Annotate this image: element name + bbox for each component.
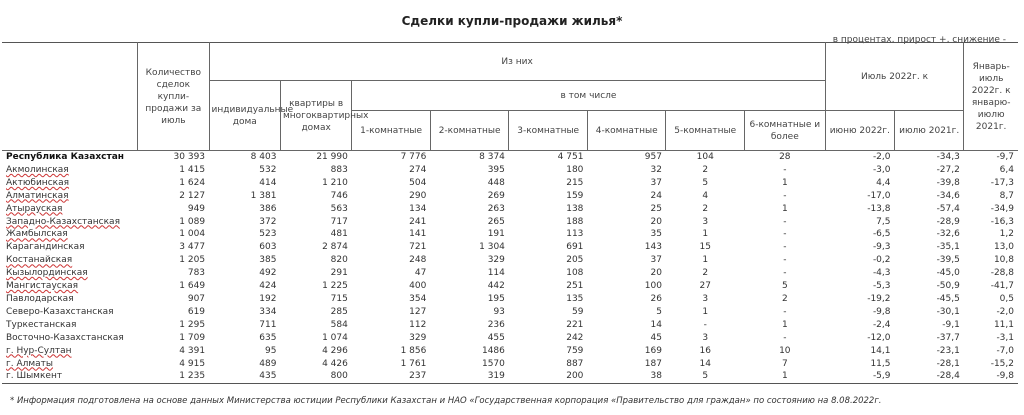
cell-apts: 746 <box>330 190 348 201</box>
rooms-4-header: 4-комнатные <box>587 111 666 151</box>
july2022-to-header: Июль 2022г. к <box>825 43 964 111</box>
cell-apts: 820 <box>330 255 348 266</box>
cell-r4: 35 <box>650 229 662 240</box>
cell-r3: 759 <box>566 345 584 356</box>
table-row <box>2 177 1018 190</box>
cell-total: 1 235 <box>138 370 209 383</box>
cell-r3: 4 751 <box>557 152 584 162</box>
cell-june: -5,3 <box>872 281 891 292</box>
cell-janjul: -9,7 <box>996 152 1014 162</box>
region-name <box>2 241 138 254</box>
region-label: Северо-Казахстанская <box>6 306 114 317</box>
cell-apts: 285 <box>330 306 348 317</box>
cell-houses: 635 <box>259 332 277 343</box>
cell-r3: 215 <box>566 177 584 188</box>
rooms-5-header: 5-комнатные <box>666 111 745 151</box>
cell-r1: 134 <box>409 203 427 214</box>
cell-apts: 563 <box>330 203 348 214</box>
cell-apts: 715 <box>330 293 348 304</box>
cell-july21: -37,7 <box>936 332 960 343</box>
cell-r6: 28 <box>779 152 791 162</box>
cell-r5: 4 <box>702 190 709 201</box>
cell-r3: 188 <box>566 216 584 227</box>
rooms-2-header: 2-комнатные <box>430 111 509 151</box>
cell-r4: 26 <box>650 293 662 304</box>
cell-july21: -28,1 <box>936 358 960 369</box>
table-row <box>2 280 1018 293</box>
cell-total: 1 649 <box>179 281 206 292</box>
individual-houses-header: индивидуальные дома <box>209 81 280 151</box>
cell-janjul: -34,9 <box>990 203 1014 214</box>
cell-june: 14,1 <box>870 345 891 356</box>
cell-houses: 95 <box>264 345 277 356</box>
region-label: Павлодарская <box>6 293 74 304</box>
cell-r3: 108 <box>566 268 584 279</box>
cell-r1: 1 856 <box>400 345 427 356</box>
cell-r2: 329 <box>487 255 505 266</box>
to-july-2021-header: июлю 2021г. <box>895 111 964 151</box>
cell-houses: 489 <box>259 358 277 369</box>
region-name <box>2 293 138 306</box>
cell-total: 30 393 <box>173 152 206 162</box>
cell-r4: 32 <box>650 164 662 175</box>
cell-r6: 5 <box>781 281 788 292</box>
cell-r5: 1 <box>702 255 709 266</box>
region-label: Кызылординская <box>6 268 88 279</box>
cell-r6: - <box>783 229 787 240</box>
region-label: г. Шымкент <box>6 371 63 382</box>
cell-r1: 274 <box>409 164 427 175</box>
cell-july21: -35,1 <box>936 242 960 253</box>
cell-janjul: -15,2 <box>990 358 1014 369</box>
cell-r2: 195 <box>487 293 505 304</box>
cell-apts: 291 <box>330 268 348 279</box>
region-label: Восточно-Казахстанская <box>6 332 124 343</box>
region-label: Карагандинская <box>6 242 85 253</box>
region-label: Мангистауская <box>6 281 79 292</box>
region-label: Республика Казахстан <box>6 152 124 162</box>
cell-apts: 1 074 <box>322 332 348 343</box>
cell-june: -13,8 <box>867 203 891 214</box>
region-name <box>2 151 138 164</box>
cell-r6: 1 <box>744 370 825 383</box>
cell-r3: 135 <box>566 293 584 304</box>
cell-r4: 169 <box>644 345 662 356</box>
cell-june: -9,8 <box>872 306 891 317</box>
cell-r1: 504 <box>409 177 427 188</box>
region-label: Атырауская <box>6 203 63 214</box>
cell-r4: 20 <box>650 216 662 227</box>
table-row <box>2 241 1018 254</box>
cell-r4: 24 <box>650 190 662 201</box>
cell-r5: 2 <box>702 164 709 175</box>
cell-r5: 15 <box>699 242 711 253</box>
cell-apts: 1 210 <box>322 177 348 188</box>
region-name <box>2 216 138 229</box>
cell-houses: 334 <box>259 306 277 317</box>
cell-r5: 14 <box>699 358 711 369</box>
cell-total: 1 295 <box>179 319 206 330</box>
table-row <box>2 319 1018 332</box>
cell-r2: 1486 <box>481 345 505 356</box>
cell-july21: -45,0 <box>936 268 960 279</box>
cell-apts: 4 296 <box>322 345 348 356</box>
cell-june: 7,5 <box>876 216 891 227</box>
cell-r1: 290 <box>409 190 427 201</box>
cell-june: -0,2 <box>872 255 891 266</box>
cell-r6: 7 <box>781 358 788 369</box>
cell-janjul: 10,8 <box>993 255 1014 266</box>
cell-r6: 10 <box>779 345 791 356</box>
cell-june: -19,2 <box>867 293 891 304</box>
cell-r6: - <box>783 268 787 279</box>
cell-r4: 100 <box>644 281 662 292</box>
cell-july21: -39,8 <box>936 177 960 188</box>
cell-r4: 957 <box>644 152 662 162</box>
cell-r1: 127 <box>409 306 427 317</box>
cell-r2: 93 <box>493 306 505 317</box>
cell-r3: 691 <box>566 242 584 253</box>
cell-apts: 481 <box>330 229 348 240</box>
cell-july21: -9,1 <box>942 319 960 330</box>
cell-july21: -39,5 <box>936 255 960 266</box>
cell-houses: 603 <box>259 242 277 253</box>
region-name <box>2 358 138 371</box>
table-row <box>2 358 1018 371</box>
of-which-header: Из них <box>209 43 825 81</box>
cell-july21: -30,1 <box>936 306 960 317</box>
cell-r2: 114 <box>487 268 505 279</box>
cell-july21: -27,2 <box>936 164 960 175</box>
cell-total: 4 915 <box>179 358 206 369</box>
cell-r6: - <box>783 255 787 266</box>
cell-june: -9,3 <box>872 242 891 253</box>
cell-r2: 265 <box>487 216 505 227</box>
cell-houses: 424 <box>259 281 277 292</box>
cell-janjul: -2,0 <box>996 306 1014 317</box>
cell-r3: 205 <box>566 255 584 266</box>
cell-r6: - <box>783 332 787 343</box>
cell-july21: -23,1 <box>936 345 960 356</box>
cell-total: 2 127 <box>179 190 206 201</box>
cell-r5: - <box>703 319 707 330</box>
region-name <box>2 280 138 293</box>
cell-total: 783 <box>187 268 206 279</box>
cell-total: 1 205 <box>179 255 206 266</box>
cell-june: -6,5 <box>872 229 891 240</box>
cell-june: 4,4 <box>876 177 891 188</box>
table-row <box>2 216 1018 229</box>
cell-july21: -34,3 <box>936 152 960 162</box>
cell-janjul: -41,7 <box>990 281 1014 292</box>
cell-r5: 5 <box>666 370 745 383</box>
region-name <box>2 332 138 345</box>
cell-total: 1 415 <box>179 164 206 175</box>
cell-apts: 1 225 <box>322 281 348 292</box>
cell-janjul: 11,1 <box>993 319 1014 330</box>
cell-r1: 400 <box>409 281 427 292</box>
cell-r4: 187 <box>644 358 662 369</box>
cell-houses: 1 381 <box>250 190 277 201</box>
table-row <box>2 267 1018 280</box>
cell-total: 4 391 <box>179 345 206 356</box>
cell-r2: 1570 <box>481 358 505 369</box>
cell-june: -17,0 <box>867 190 891 201</box>
cell-apts: 883 <box>330 164 348 175</box>
cell-r1: 1 761 <box>400 358 427 369</box>
units-note: в процентах, прирост +, снижение - <box>832 35 1006 45</box>
region-name <box>2 190 138 203</box>
cell-r5: 1 <box>702 306 709 317</box>
cell-july21: -45,5 <box>936 293 960 304</box>
cell-r5: 2 <box>702 268 709 279</box>
cell-r2: 8 374 <box>479 152 505 162</box>
table-row <box>2 293 1018 306</box>
cell-r5: 3 <box>702 293 709 304</box>
table-row <box>2 203 1018 216</box>
table-row <box>2 228 1018 241</box>
region-name <box>2 319 138 332</box>
cell-r4: 14 <box>650 319 662 330</box>
cell-r3: 200 <box>509 370 588 383</box>
region-name <box>2 306 138 319</box>
cell-janjul: -28,8 <box>990 268 1014 279</box>
cell-june: -2,0 <box>872 152 891 162</box>
cell-apts: 21 990 <box>316 152 348 162</box>
cell-houses: 711 <box>259 319 277 330</box>
cell-total: 1 624 <box>179 177 206 188</box>
cell-r2: 269 <box>487 190 505 201</box>
cell-july21: -50,9 <box>936 281 960 292</box>
table-row <box>2 164 1018 177</box>
to-june-2022-header: июню 2022г. <box>825 111 894 151</box>
cell-r5: 27 <box>699 281 711 292</box>
apartments-header: квартиры в многоквартирных домах <box>280 81 351 151</box>
cell-r2: 442 <box>487 281 505 292</box>
region-label: Алматинская <box>6 190 69 201</box>
region-name <box>2 177 138 190</box>
cell-r4: 37 <box>650 177 662 188</box>
table-row <box>2 254 1018 267</box>
region-name <box>2 370 138 383</box>
cell-r2: 448 <box>487 177 505 188</box>
total-deals-header: Количество сделок купли-продажи за июль <box>138 43 209 151</box>
region-name <box>2 203 138 216</box>
cell-r5: 3 <box>702 332 709 343</box>
cell-r4: 38 <box>587 370 666 383</box>
table-row <box>2 370 1018 383</box>
cell-apts: 800 <box>280 370 351 383</box>
cell-total: 1 709 <box>179 332 206 343</box>
cell-houses: 192 <box>259 293 277 304</box>
rooms-1-header: 1-комнатные <box>352 111 431 151</box>
cell-r6: - <box>783 164 787 175</box>
rooms-3-header: 3-комнатные <box>509 111 588 151</box>
cell-r1: 7 776 <box>400 152 427 162</box>
table-row <box>2 332 1018 345</box>
cell-july21: -57,4 <box>936 203 960 214</box>
housing-deals-table <box>2 42 1018 384</box>
cell-houses: 372 <box>259 216 277 227</box>
cell-june: -12,0 <box>867 332 891 343</box>
cell-total: 1 004 <box>179 229 206 240</box>
cell-apts: 2 874 <box>322 242 348 253</box>
cell-r1: 721 <box>409 242 427 253</box>
cell-r2: 455 <box>487 332 505 343</box>
cell-june: -2,4 <box>872 319 891 330</box>
cell-r5: 1 <box>702 229 709 240</box>
cell-r6: - <box>783 216 787 227</box>
region-label: Жамбылская <box>6 229 68 240</box>
cell-r3: 159 <box>566 190 584 201</box>
cell-total: 3 477 <box>179 242 206 253</box>
region-label: г. Алматы <box>6 358 54 369</box>
cell-r3: 138 <box>566 203 584 214</box>
footnote: * Информация подготовлена на основе данных Министерства юстиции Республики Казахстан и НАО «Государственная корпорация «Правительство для граждан» по состоянию на 8.08.2022г. <box>10 396 882 406</box>
cell-r5: 2 <box>702 203 709 214</box>
region-name <box>2 267 138 280</box>
cell-apts: 584 <box>330 319 348 330</box>
cell-janjul: 8,7 <box>999 190 1014 201</box>
table-row <box>2 190 1018 203</box>
cell-r1: 354 <box>409 293 427 304</box>
table-row <box>2 345 1018 358</box>
jan-jul-header: Январь-июль 2022г. к январю-июлю 2021г. <box>964 43 1018 151</box>
cell-r3: 113 <box>566 229 584 240</box>
cell-houses: 523 <box>259 229 277 240</box>
region-label: Актюбинская <box>6 177 70 188</box>
rooms-6plus-header: 6-комнатные и более <box>744 111 825 151</box>
cell-r5: 5 <box>702 177 709 188</box>
page-title: Сделки купли-продажи жилья* <box>401 14 623 28</box>
cell-r1: 47 <box>414 268 427 279</box>
cell-r6: - <box>783 306 787 317</box>
table-row <box>2 306 1018 319</box>
cell-janjul: -9,8 <box>964 370 1018 383</box>
cell-july21: -28,9 <box>936 216 960 227</box>
region-name <box>2 228 138 241</box>
cell-houses: 386 <box>259 203 277 214</box>
cell-r2: 1 304 <box>479 242 505 253</box>
region-label: г. Нур-Султан <box>6 345 72 356</box>
cell-janjul: 1,2 <box>999 229 1014 240</box>
cell-r4: 5 <box>656 306 662 317</box>
cell-r3: 221 <box>566 319 584 330</box>
region-name <box>2 345 138 358</box>
cell-janjul: 0,5 <box>999 293 1014 304</box>
cell-r6: - <box>783 190 787 201</box>
cell-houses: 435 <box>209 370 280 383</box>
cell-r1: 237 <box>352 370 431 383</box>
cell-apts: 717 <box>330 216 348 227</box>
cell-janjul: 13,0 <box>993 242 1014 253</box>
cell-janjul: -16,3 <box>990 216 1014 227</box>
table-row <box>2 151 1018 164</box>
cell-houses: 385 <box>259 255 277 266</box>
cell-r6: 1 <box>781 203 788 214</box>
cell-r5: 104 <box>696 152 714 162</box>
cell-r2: 395 <box>487 164 505 175</box>
region-label: Костанайская <box>6 255 73 266</box>
cell-total: 1 089 <box>179 216 206 227</box>
cell-r3: 251 <box>566 281 584 292</box>
cell-houses: 8 403 <box>250 152 277 162</box>
including-header: в том числе <box>352 81 825 111</box>
cell-july21: -28,4 <box>895 370 964 383</box>
cell-r6: 1 <box>781 177 788 188</box>
cell-total: 619 <box>187 306 206 317</box>
region-header <box>2 43 138 151</box>
cell-janjul: -17,3 <box>990 177 1014 188</box>
cell-r5: 3 <box>702 216 709 227</box>
cell-janjul: -7,0 <box>996 345 1014 356</box>
cell-july21: -34,6 <box>936 190 960 201</box>
cell-r2: 263 <box>487 203 505 214</box>
cell-june: -5,9 <box>825 370 894 383</box>
cell-r2: 319 <box>430 370 509 383</box>
cell-r5: 16 <box>699 345 711 356</box>
cell-june: 11,5 <box>870 358 891 369</box>
cell-r4: 37 <box>650 255 662 266</box>
cell-r1: 112 <box>409 319 427 330</box>
cell-r1: 248 <box>409 255 427 266</box>
region-label: Западно-Казахстанская <box>6 216 120 227</box>
cell-r4: 25 <box>650 203 662 214</box>
cell-houses: 532 <box>259 164 277 175</box>
cell-total: 907 <box>187 293 206 304</box>
cell-r6: 1 <box>781 319 788 330</box>
cell-r4: 20 <box>650 268 662 279</box>
cell-apts: 4 426 <box>322 358 348 369</box>
cell-r2: 191 <box>487 229 505 240</box>
cell-r3: 59 <box>571 306 584 317</box>
cell-r6: 2 <box>781 293 788 304</box>
cell-june: -3,0 <box>872 164 891 175</box>
region-name <box>2 254 138 267</box>
region-label: Акмолинская <box>6 164 69 175</box>
cell-r3: 180 <box>566 164 584 175</box>
cell-r1: 141 <box>409 229 427 240</box>
cell-r4: 45 <box>650 332 662 343</box>
cell-july21: -32,6 <box>936 229 960 240</box>
cell-janjul: 6,4 <box>999 164 1014 175</box>
cell-r4: 143 <box>644 242 662 253</box>
region-name <box>2 164 138 177</box>
cell-r6: - <box>783 242 787 253</box>
cell-r3: 887 <box>566 358 584 369</box>
cell-r2: 236 <box>487 319 505 330</box>
cell-june: -4,3 <box>872 268 891 279</box>
cell-r3: 242 <box>566 332 584 343</box>
cell-houses: 492 <box>259 268 277 279</box>
cell-total: 949 <box>187 203 206 214</box>
cell-houses: 414 <box>259 177 277 188</box>
region-label: Туркестанская <box>6 319 77 330</box>
cell-r1: 329 <box>409 332 427 343</box>
cell-janjul: -3,1 <box>996 332 1014 343</box>
cell-r1: 241 <box>409 216 427 227</box>
